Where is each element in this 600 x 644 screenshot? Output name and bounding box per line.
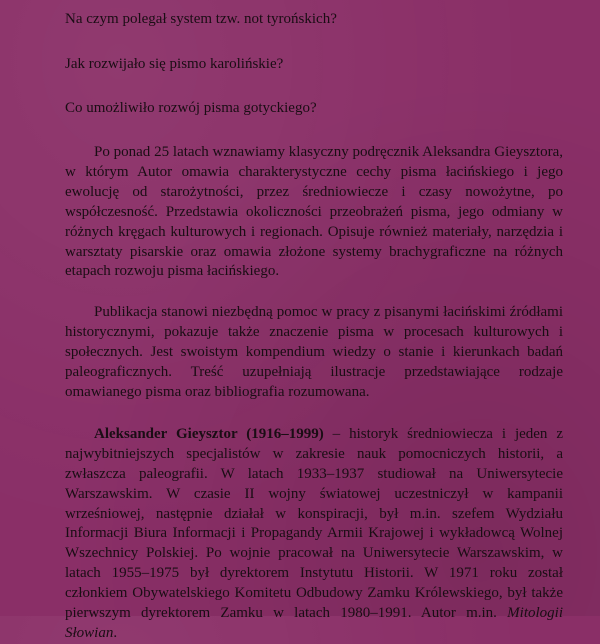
author-bio-text: – historyk średniowiecza i jeden z najwybitniejszych specjalistów w zakresie nauk pomocniczych historii, a zwłaszcza paleografii. W latach 1933–1937 studiował na Uniwersytecie Warszawskim. W czasie II wojny światowej uczestniczył w kampanii wrześniowej, następnie działał w konspiracji, był m.in. szefem Wydziału Informacji Biura Informacji i Propagandy Armii Krajowej i wykładowcą Wolnej Wszechnicy Polskiej. Po wojnie pracował na Uniwersytecie Warszawskim, w latach 1955–1975 był dyrektorem Instytutu Historii. W 1971 roku został członkiem Obywatelskiego Komitetu Odbudowy Zamku Królewskiego, był także pierwszym dyrektorem Zamku w latach 1980–1991. Autor m.in. [65, 425, 564, 622]
author-bio-end: . [113, 624, 118, 641]
question-not-tyronskich: Na czym polegał system tzw. not tyrońskich? [65, 11, 337, 27]
description-paragraph-2: Publikacja stanowi niezbędną pomoc w pracy z pisanymi łacińskimi źródłami historycznymi, pokazuje także znaczenie pisma w procesach kulturowych i społecznych. Jest swoistym kompendium wiedzy o stanie i kierunkach badań paleograficznych. Treść uzupełniają ilustracje przedstawiające rodzaje omawianego pisma oraz bibliografia rozumowana. [65, 304, 563, 400]
question-pismo-gotyckie: Co umożliwiło rozwój pisma gotyckiego? [65, 100, 317, 116]
author-name: Aleksander Gieysztor (1916–1999) [94, 425, 324, 442]
description-paragraph-1: Po ponad 25 latach wznawiamy klasyczny podręcznik Aleksandra Gieysztora, w którym Autor omawia charakterystyczne cechy pisma łacińskiego i jego ewolucję od starożytności, przez średniowiecze i czasy nowożytne, po współczesność. Przedstawia okoliczności przeobrażeń pisma, jego odmiany w różnych kręgach kulturowych i regionach. Opisuje również materiały, narzędzia i warsztaty pisarskie oraz omawia złożone systemy brachygraficzne na różnych etapach rozwoju pisma łacińskiego. [65, 144, 563, 280]
author-bio [65, 425, 563, 644]
book-title: Mitologii Słowian [65, 605, 563, 641]
question-pismo-karolinskie: Jak rozwijało się pismo karolińskie? [65, 56, 284, 72]
